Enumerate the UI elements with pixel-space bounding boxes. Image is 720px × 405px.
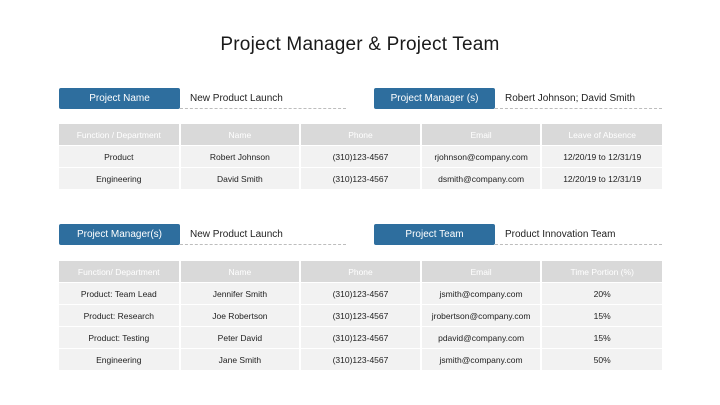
table-cell: 12/20/19 to 12/31/19 — [541, 168, 662, 190]
table-cell: jsmith@company.com — [421, 349, 542, 371]
column-header: Email — [421, 261, 542, 283]
table-cell: 12/20/19 to 12/31/19 — [541, 146, 662, 168]
column-header: Leave of Absence — [541, 124, 662, 146]
table-row — [59, 283, 662, 305]
table-cell: 20% — [541, 283, 662, 305]
table-cell: Product: Research — [59, 305, 180, 327]
table-cell: Engineering — [59, 168, 180, 190]
table-cell: Engineering — [59, 349, 180, 371]
table-row — [59, 146, 662, 168]
table-cell: Product: Testing — [59, 327, 180, 349]
table-cell: 15% — [541, 327, 662, 349]
table-cell: (310)123-4567 — [300, 327, 421, 349]
table-cell: Robert Johnson — [180, 146, 301, 168]
project-managers-value: New Product Launch — [180, 224, 346, 245]
table-cell: (310)123-4567 — [300, 146, 421, 168]
table-row — [59, 305, 662, 327]
team-table — [59, 261, 662, 370]
column-header: Time Portion (%) — [541, 261, 662, 283]
table-cell: Jane Smith — [180, 349, 301, 371]
leave-table-header-row — [59, 124, 662, 146]
column-header: Email — [421, 124, 542, 146]
page-title: Project Manager & Project Team — [220, 34, 500, 55]
table-cell: David Smith — [180, 168, 301, 190]
leave-table — [59, 124, 662, 189]
table-cell: pdavid@company.com — [421, 327, 542, 349]
team-table-header-row — [59, 261, 662, 283]
table-cell: jsmith@company.com — [421, 283, 542, 305]
project-team-label: Project Team — [374, 224, 495, 245]
project-name-label: Project Name — [59, 88, 180, 109]
project-manager-value: Robert Johnson; David Smith — [495, 88, 662, 109]
column-header: Name — [180, 261, 301, 283]
project-team-value: Product Innovation Team — [495, 224, 662, 245]
table-cell: (310)123-4567 — [300, 283, 421, 305]
table-cell: Joe Robertson — [180, 305, 301, 327]
table-cell: (310)123-4567 — [300, 305, 421, 327]
table-cell: dsmith@company.com — [421, 168, 542, 190]
table-cell: jrobertson@company.com — [421, 305, 542, 327]
table-cell: rjohnson@company.com — [421, 146, 542, 168]
table-cell: 50% — [541, 349, 662, 371]
table-cell: Product — [59, 146, 180, 168]
project-managers-label: Project Manager(s) — [59, 224, 180, 245]
table-row — [59, 168, 662, 190]
column-header: Function/ Department — [59, 261, 180, 283]
table-cell: (310)123-4567 — [300, 168, 421, 190]
project-manager-label: Project Manager (s) — [374, 88, 495, 109]
table-row — [59, 349, 662, 371]
table-cell: Peter David — [180, 327, 301, 349]
table-cell: (310)123-4567 — [300, 349, 421, 371]
project-name-value: New Product Launch — [180, 88, 346, 109]
table-cell: Jennifer Smith — [180, 283, 301, 305]
column-header: Phone — [300, 124, 421, 146]
table-cell: 15% — [541, 305, 662, 327]
table-row — [59, 327, 662, 349]
column-header: Function / Department — [59, 124, 180, 146]
column-header: Phone — [300, 261, 421, 283]
table-cell: Product: Team Lead — [59, 283, 180, 305]
column-header: Name — [180, 124, 301, 146]
